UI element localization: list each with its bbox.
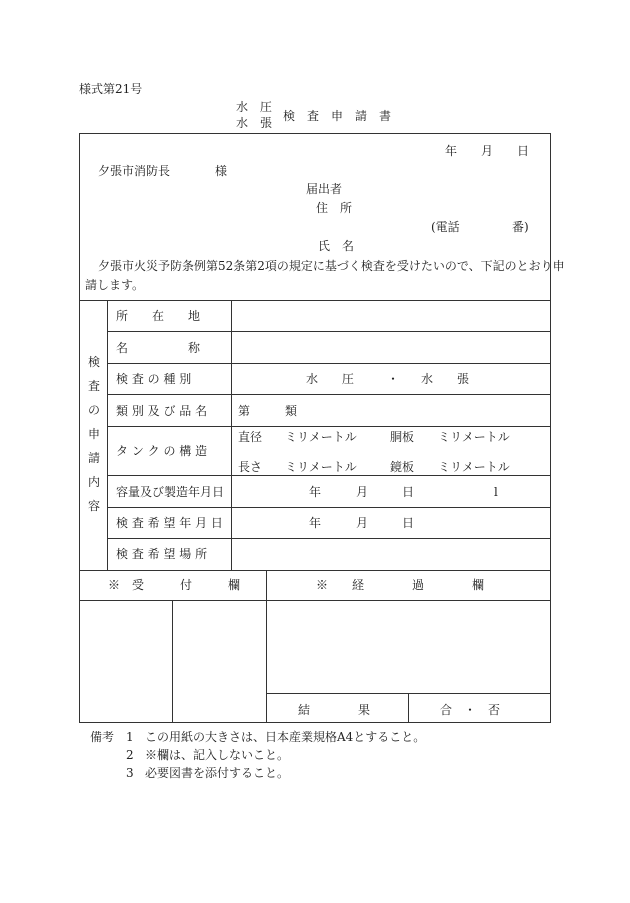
- phone-open: (電話: [431, 220, 460, 234]
- shell-plate-unit: ミリメートル: [438, 430, 510, 444]
- reception-header: ※ 受 付 欄: [108, 578, 241, 592]
- capacity-label: 容量及び製造年月日: [116, 485, 225, 499]
- option-separator: ・: [387, 372, 400, 386]
- date-month-label: 月: [481, 144, 494, 158]
- desired-date-year: 年: [309, 516, 322, 530]
- section-label-char-4: 申: [88, 427, 101, 441]
- progress-header: ※ 経 過 欄: [316, 578, 485, 592]
- section-label-char-6: 内: [88, 475, 101, 489]
- result-label: 結 果: [298, 703, 371, 717]
- page-title: 検 査 申 請 書: [283, 109, 392, 123]
- category-prefix: 第: [238, 404, 251, 418]
- applicant-label: 届出者: [306, 182, 343, 196]
- notes-heading: 備考: [90, 730, 115, 744]
- name-label: 氏 名: [318, 239, 355, 253]
- desired-date-day: 日: [402, 516, 415, 530]
- date-year-label: 年: [445, 144, 458, 158]
- desired-place-label: 検 査 希 望 場 所: [116, 547, 208, 561]
- title-option-water-filling: 水 張: [236, 116, 273, 130]
- inspection-option-water-filling: 水 張: [421, 372, 470, 386]
- form-number: 様式第21号: [79, 82, 143, 96]
- note-2-number: 2: [126, 748, 134, 762]
- pass-fail-label: 合 ・ 否: [440, 703, 501, 717]
- request-text-line1: 夕張市火災予防条例第52条第2項の規定に基づく検査を受けたいので、下記のとおり申: [98, 259, 565, 273]
- inspection-type-label: 検 査 の 種 別: [116, 372, 192, 386]
- capacity-day: 日: [402, 485, 415, 499]
- end-plate-label: 鏡板: [390, 460, 415, 474]
- addressee: 夕張市消防長: [98, 164, 171, 178]
- application-form: [79, 133, 565, 723]
- section-label-char-2: 査: [88, 379, 101, 393]
- capacity-unit: l: [494, 485, 498, 499]
- section-label-char-5: 請: [88, 451, 101, 465]
- end-plate-unit: ミリメートル: [438, 460, 510, 474]
- section-label-char-3: の: [88, 403, 101, 417]
- shell-plate-label: 胴板: [390, 430, 415, 444]
- note-1: この用紙の大きさは、日本産業規格A4とすること。: [145, 730, 426, 744]
- note-2: ※欄は、記入しないこと。: [145, 748, 290, 762]
- note-3-number: 3: [126, 766, 134, 780]
- honorific: 様: [215, 164, 228, 178]
- category-label: 類 別 及 び 品 名: [116, 404, 208, 418]
- facility-name-label: 名 称: [116, 341, 201, 355]
- length-label: 長さ: [238, 460, 263, 474]
- section-label-char-1: 検: [88, 355, 101, 369]
- category-suffix: 類: [285, 404, 298, 418]
- inspection-option-water-pressure: 水 圧: [306, 372, 355, 386]
- phone-close: 番): [512, 220, 529, 234]
- length-unit: ミリメートル: [285, 460, 357, 474]
- location-label: 所 在 地: [116, 309, 201, 323]
- note-1-number: 1: [126, 730, 134, 744]
- desired-date-label: 検 査 希 望 年 月 日: [116, 516, 223, 530]
- date-day-label: 日: [517, 144, 530, 158]
- diameter-unit: ミリメートル: [285, 430, 357, 444]
- request-text-line2: 請します。: [85, 278, 145, 292]
- note-3: 必要図書を添付すること。: [145, 766, 290, 780]
- title-option-water-pressure: 水 圧: [236, 100, 273, 114]
- section-label-char-7: 容: [88, 499, 101, 513]
- capacity-year: 年: [309, 485, 322, 499]
- desired-date-month: 月: [356, 516, 369, 530]
- capacity-month: 月: [356, 485, 369, 499]
- address-label: 住 所: [316, 201, 353, 215]
- tank-structure-label: タ ン ク の 構 造: [116, 444, 208, 458]
- diameter-label: 直径: [238, 430, 263, 444]
